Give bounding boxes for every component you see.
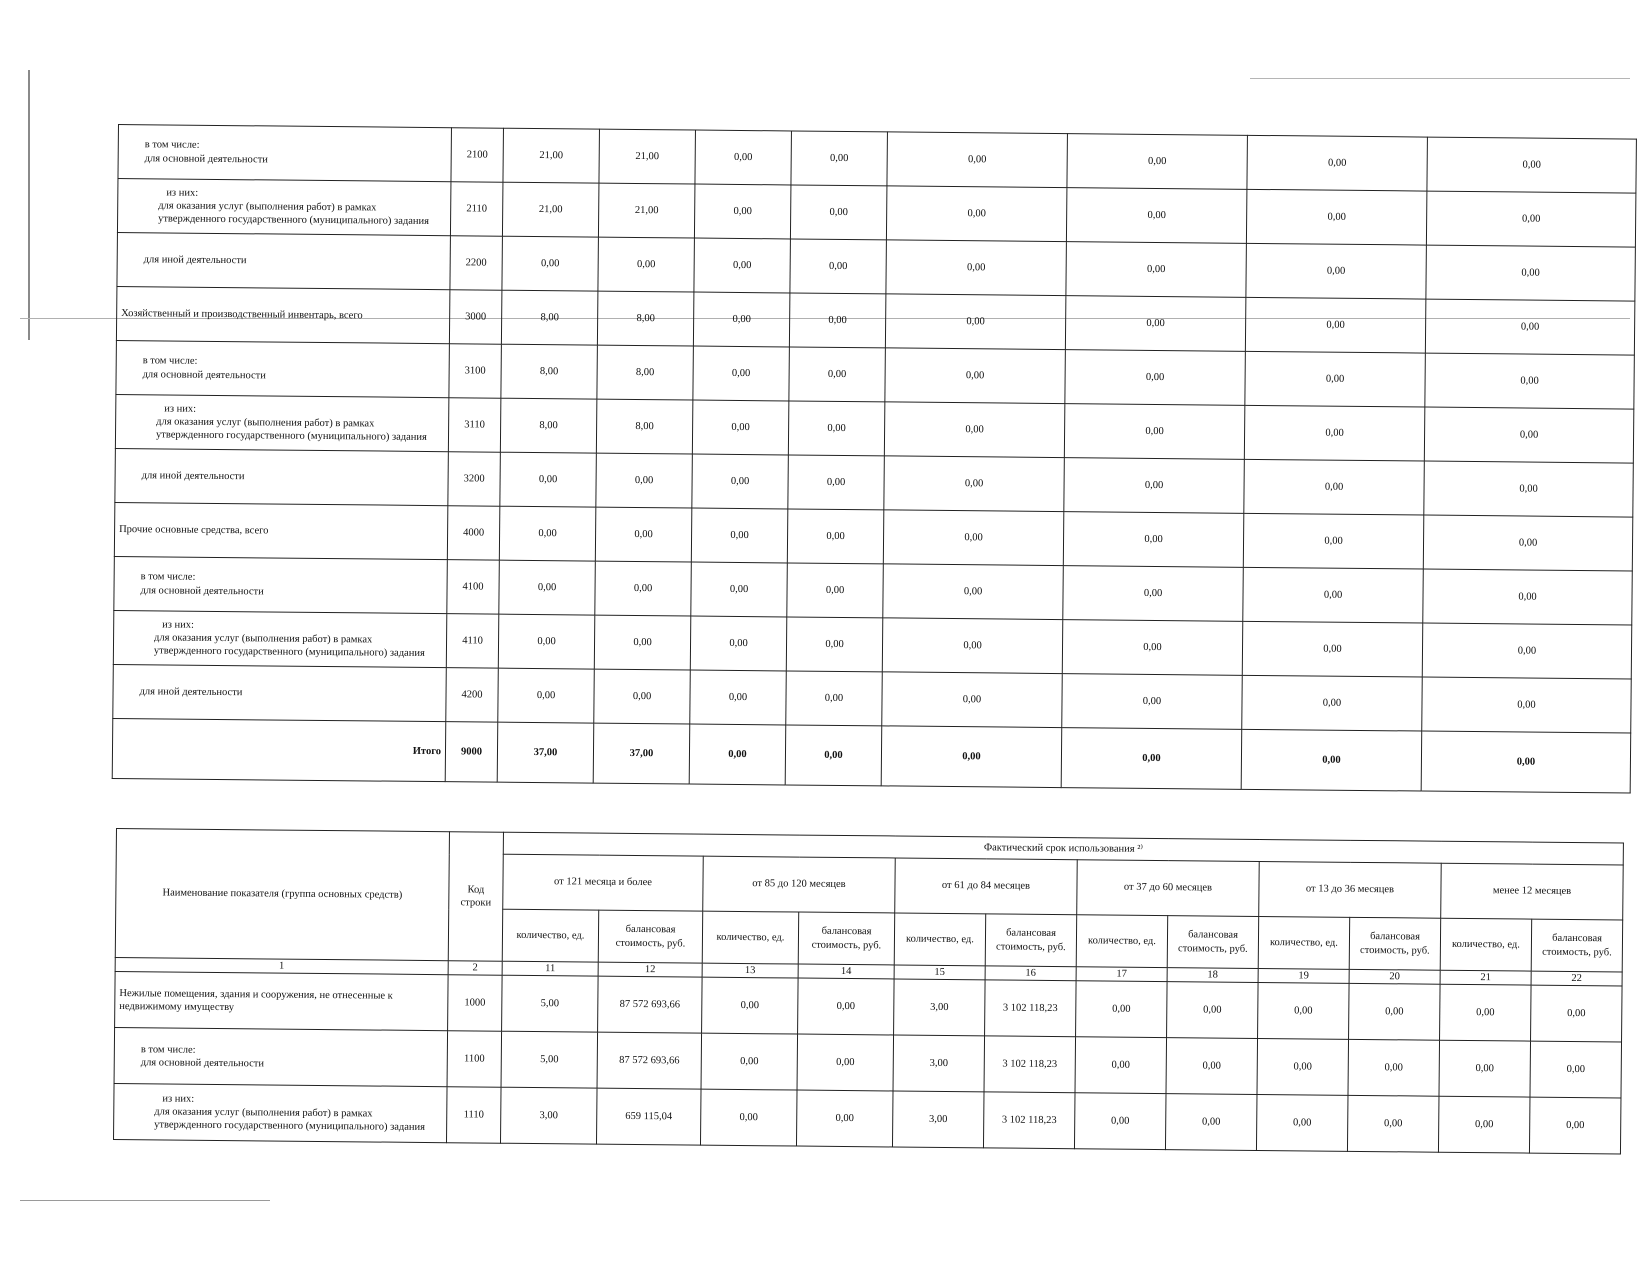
value-cell: 0,00 bbox=[1427, 137, 1637, 193]
value-cell: 0,00 bbox=[498, 614, 595, 669]
indicator-name-line: утвержденного государственного (муниципального) задания bbox=[153, 645, 425, 660]
value-cell: 0,00 bbox=[1074, 1093, 1166, 1150]
value-cell: 0,00 bbox=[1425, 353, 1635, 409]
value-cell: 659 115,04 bbox=[596, 1088, 701, 1145]
value-cell: 0,00 bbox=[1348, 1039, 1440, 1096]
value-cell: 0,00 bbox=[1424, 461, 1634, 517]
indicator-name-line: для оказания услуг (выполнения работ) в рамках bbox=[154, 1106, 373, 1120]
indicator-name-line: утвержденного государственного (муниципального) задания bbox=[155, 429, 427, 444]
total-value-cell: 0,00 bbox=[785, 725, 882, 786]
column-number: 20 bbox=[1349, 969, 1440, 984]
value-cell: 8,00 bbox=[500, 398, 597, 453]
value-cell: 0,00 bbox=[701, 1033, 798, 1090]
value-cell: 3 102 118,23 bbox=[983, 1092, 1075, 1149]
value-cell: 0,00 bbox=[796, 1090, 893, 1147]
indicator-name-line: из них: bbox=[164, 403, 197, 415]
value-cell: 0,00 bbox=[1076, 981, 1168, 1038]
value-cell: 0,00 bbox=[1063, 566, 1244, 622]
value-cell: 0,00 bbox=[1066, 242, 1247, 298]
value-cell: 0,00 bbox=[690, 670, 787, 725]
book-value-subheader-line: балансовая bbox=[1006, 927, 1057, 940]
scan-top-dash bbox=[1250, 78, 1630, 79]
book-value-subheader-line: балансовая bbox=[1370, 931, 1420, 943]
value-cell: 0,00 bbox=[1065, 350, 1246, 406]
column-number: 11 bbox=[502, 961, 598, 976]
value-cell: 0,00 bbox=[787, 563, 884, 618]
value-cell: 0,00 bbox=[1065, 296, 1246, 352]
indicator-name-line: для основной деятельности bbox=[144, 152, 268, 165]
total-value-cell: 0,00 bbox=[1421, 731, 1631, 793]
value-cell: 0,00 bbox=[883, 564, 1064, 620]
book-value-subheader-line: стоимость, руб. bbox=[1542, 946, 1612, 958]
value-cell: 0,00 bbox=[1165, 1094, 1257, 1151]
value-cell: 0,00 bbox=[886, 240, 1067, 296]
value-cell: 0,00 bbox=[1067, 134, 1248, 190]
name-column-header: Наименование показателя (группа основных средств) bbox=[115, 829, 449, 961]
value-cell: 3,00 bbox=[500, 1087, 597, 1144]
value-cell: 87 572 693,66 bbox=[598, 976, 703, 1033]
value-cell: 0,00 bbox=[1347, 1095, 1439, 1152]
value-cell: 0,00 bbox=[692, 454, 789, 509]
column-number: 19 bbox=[1258, 968, 1349, 983]
value-cell: 0,00 bbox=[1530, 1041, 1622, 1098]
column-number: 16 bbox=[985, 966, 1076, 981]
row-code-cell: 4000 bbox=[447, 506, 500, 560]
book-value-subheader bbox=[1531, 919, 1623, 972]
value-cell: 0,00 bbox=[1246, 189, 1427, 245]
period-header: от 61 до 84 месяцев bbox=[895, 858, 1078, 915]
row-code-cell: 3000 bbox=[449, 290, 502, 344]
value-cell: 0,00 bbox=[885, 294, 1066, 350]
value-cell: 0,00 bbox=[1423, 569, 1633, 625]
value-cell: 0,00 bbox=[499, 506, 596, 561]
row-code-cell: 1100 bbox=[447, 1031, 502, 1088]
value-cell: 0,00 bbox=[786, 671, 883, 726]
total-value-cell: 0,00 bbox=[881, 726, 1062, 788]
value-cell: 0,00 bbox=[798, 978, 895, 1035]
row-code-cell: 2200 bbox=[450, 236, 503, 290]
value-cell: 0,00 bbox=[1531, 985, 1623, 1042]
indicator-name-cell bbox=[114, 502, 448, 559]
value-cell: 0,00 bbox=[1529, 1097, 1621, 1154]
book-value-subheader bbox=[598, 910, 702, 963]
indicator-name-line: для иной деятельности bbox=[139, 686, 243, 699]
lower-table-header bbox=[115, 829, 1623, 987]
usage-period-group-header: Фактический срок использования ²⁾ bbox=[503, 832, 1623, 865]
value-cell: 5,00 bbox=[501, 1031, 598, 1088]
row-code-cell: 2110 bbox=[450, 182, 503, 236]
value-cell: 21,00 bbox=[599, 129, 696, 184]
quantity-subheader: количество, ед. bbox=[894, 913, 985, 966]
indicator-name-line: для иной деятельности bbox=[143, 254, 247, 267]
value-cell: 0,00 bbox=[883, 510, 1064, 566]
row-code-cell: 4200 bbox=[446, 668, 499, 722]
indicator-name-cell bbox=[118, 125, 452, 182]
value-cell: 0,00 bbox=[1422, 677, 1632, 733]
period-header: от 37 до 60 месяцев bbox=[1077, 860, 1260, 917]
value-cell: 0,00 bbox=[791, 131, 888, 186]
indicator-name-line: недвижимому имуществу bbox=[119, 1000, 235, 1013]
book-value-subheader-line: балансовая bbox=[1188, 929, 1238, 942]
total-value-cell: 37,00 bbox=[497, 722, 594, 783]
indicator-name-line: для оказания услуг (выполнения работ) в рамках bbox=[156, 416, 375, 430]
indicator-name-cell bbox=[115, 394, 449, 451]
book-value-subheader-line: стоимость, руб. bbox=[1360, 944, 1430, 957]
total-value-cell: 37,00 bbox=[593, 723, 690, 784]
value-cell: 0,00 bbox=[1256, 1095, 1348, 1152]
value-cell: 8,00 bbox=[501, 290, 598, 345]
value-cell: 8,00 bbox=[597, 345, 694, 400]
indicator-name-cell bbox=[113, 664, 447, 721]
column-number: 12 bbox=[598, 962, 702, 977]
indicator-name-line: утвержденного государственного (муниципального) задания bbox=[158, 213, 430, 228]
indicator-name-line: для иной деятельности bbox=[141, 470, 245, 483]
indicator-name-cell bbox=[116, 286, 450, 343]
quantity-subheader: количество, ед. bbox=[702, 911, 798, 964]
value-cell: 0,00 bbox=[1066, 188, 1247, 244]
indicator-name-cell bbox=[113, 610, 447, 667]
value-cell: 0,00 bbox=[790, 239, 887, 294]
value-cell: 0,00 bbox=[786, 617, 883, 672]
book-value-subheader-line: стоимость, руб. bbox=[615, 937, 686, 949]
indicator-name-cell bbox=[114, 1028, 448, 1087]
value-cell: 0,00 bbox=[693, 292, 790, 347]
book-value-subheader-line: стоимость, руб. bbox=[811, 939, 882, 951]
value-cell: 0,00 bbox=[884, 402, 1065, 458]
lower-table-body bbox=[114, 972, 1623, 1154]
value-cell: 21,00 bbox=[502, 182, 599, 237]
value-cell: 0,00 bbox=[1244, 405, 1425, 461]
period-header: от 85 до 120 месяцев bbox=[703, 856, 896, 913]
indicator-name-line: в том числе: bbox=[144, 139, 200, 152]
quantity-subheader: количество, ед. bbox=[1258, 916, 1349, 969]
value-cell: 0,00 bbox=[596, 453, 693, 508]
total-value-cell: 0,00 bbox=[1241, 729, 1422, 791]
value-cell: 0,00 bbox=[886, 186, 1067, 242]
value-cell: 0,00 bbox=[1075, 1037, 1167, 1094]
value-cell: 0,00 bbox=[1426, 245, 1636, 301]
indicator-name-line: из них: bbox=[162, 1093, 195, 1105]
column-number: 2 bbox=[448, 961, 502, 976]
indicator-name-line: в том числе: bbox=[140, 1043, 196, 1056]
value-cell: 0,00 bbox=[1247, 135, 1428, 191]
value-cell: 3,00 bbox=[893, 1035, 985, 1092]
book-value-subheader bbox=[985, 914, 1076, 967]
value-cell: 3,00 bbox=[894, 979, 986, 1036]
indicator-name-line: для основной деятельности bbox=[140, 584, 264, 597]
row-code-cell: 1110 bbox=[446, 1087, 501, 1144]
column-number: 21 bbox=[1440, 970, 1531, 985]
upper-assets-table bbox=[112, 124, 1637, 794]
value-cell: 0,00 bbox=[884, 456, 1065, 512]
value-cell: 0,00 bbox=[1349, 983, 1441, 1040]
row-code-cell: 1000 bbox=[448, 975, 503, 1032]
indicator-name-line: в том числе: bbox=[142, 355, 198, 368]
book-value-subheader bbox=[798, 912, 894, 965]
value-cell: 0,00 bbox=[1243, 513, 1424, 569]
value-cell: 0,00 bbox=[1438, 1096, 1530, 1153]
value-cell: 0,00 bbox=[502, 236, 599, 291]
indicator-name-line: для основной деятельности bbox=[140, 1056, 265, 1070]
value-cell: 0,00 bbox=[1064, 458, 1245, 514]
code-column-header: Код строки bbox=[448, 832, 503, 962]
indicator-name-cell bbox=[115, 448, 449, 505]
value-cell: 8,00 bbox=[596, 399, 693, 454]
column-number: 14 bbox=[798, 964, 894, 979]
value-cell: 0,00 bbox=[691, 562, 788, 617]
value-cell: 0,00 bbox=[1062, 674, 1243, 730]
quantity-subheader: количество, ед. bbox=[1440, 918, 1531, 971]
value-cell: 0,00 bbox=[1426, 191, 1636, 247]
value-cell: 0,00 bbox=[695, 130, 792, 185]
scan-bottom-dash bbox=[20, 1200, 270, 1201]
value-cell: 0,00 bbox=[595, 561, 692, 616]
value-cell: 0,00 bbox=[885, 348, 1066, 404]
scan-margin-line bbox=[28, 70, 30, 340]
indicator-name-line: из них: bbox=[162, 619, 195, 631]
indicator-name-cell bbox=[116, 340, 450, 397]
period-header: менее 12 месяцев bbox=[1441, 863, 1624, 920]
book-value-subheader-line: балансовая bbox=[1552, 933, 1603, 945]
value-cell: 0,00 bbox=[882, 618, 1063, 674]
indicator-name-cell bbox=[115, 972, 449, 1031]
value-cell: 0,00 bbox=[882, 672, 1063, 728]
upper-table-body bbox=[112, 125, 1636, 794]
indicator-name-line: для основной деятельности bbox=[142, 368, 266, 381]
value-cell: 0,00 bbox=[1062, 620, 1243, 676]
value-cell: 0,00 bbox=[1424, 407, 1634, 463]
total-label-cell: Итого bbox=[112, 718, 446, 781]
value-cell: 0,00 bbox=[500, 452, 597, 507]
indicator-name-line: утвержденного государственного (муниципального) задания bbox=[154, 1119, 426, 1134]
indicator-name-line: Хозяйственный и производственный инвентарь, всего bbox=[121, 307, 363, 322]
period-header: от 13 до 36 месяцев bbox=[1259, 861, 1442, 918]
row-code-cell: 2100 bbox=[451, 128, 504, 182]
value-cell: 0,00 bbox=[1245, 297, 1426, 353]
row-code-cell: 4100 bbox=[447, 560, 500, 614]
value-cell: 21,00 bbox=[598, 183, 695, 238]
value-cell: 0,00 bbox=[694, 184, 791, 239]
total-value-cell: 0,00 bbox=[689, 724, 786, 785]
value-cell: 0,00 bbox=[789, 293, 886, 348]
indicator-name-cell bbox=[114, 556, 448, 613]
value-cell: 3 102 118,23 bbox=[984, 1036, 1076, 1093]
indicator-name-line: Прочие основные средства, всего bbox=[119, 523, 269, 537]
value-cell: 0,00 bbox=[1246, 243, 1427, 299]
indicator-name-cell bbox=[114, 1084, 448, 1143]
value-cell: 0,00 bbox=[1258, 983, 1350, 1040]
value-cell: 0,00 bbox=[1242, 621, 1423, 677]
value-cell: 0,00 bbox=[1422, 623, 1632, 679]
value-cell: 0,00 bbox=[700, 1089, 797, 1146]
value-cell: 0,00 bbox=[702, 977, 799, 1034]
total-code-cell: 9000 bbox=[445, 722, 498, 782]
value-cell: 0,00 bbox=[788, 401, 885, 456]
value-cell: 0,00 bbox=[1425, 299, 1635, 355]
value-cell: 5,00 bbox=[502, 975, 599, 1032]
value-cell: 0,00 bbox=[693, 346, 790, 401]
period-header: от 121 месяца и более bbox=[503, 854, 704, 911]
indicator-name-line: для оказания услуг (выполнения работ) в рамках bbox=[158, 200, 377, 214]
book-value-subheader-line: стоимость, руб. bbox=[1178, 942, 1248, 955]
column-number: 1 bbox=[115, 957, 448, 974]
value-cell: 3 102 118,23 bbox=[985, 980, 1077, 1037]
value-cell: 0,00 bbox=[789, 347, 886, 402]
indicator-name-cell bbox=[117, 179, 451, 236]
value-cell: 0,00 bbox=[1242, 675, 1423, 731]
column-number: 13 bbox=[702, 963, 798, 978]
column-number: 15 bbox=[894, 965, 985, 980]
value-cell: 3,00 bbox=[892, 1091, 984, 1148]
value-cell: 0,00 bbox=[787, 509, 884, 564]
value-cell: 0,00 bbox=[690, 616, 787, 671]
value-cell: 0,00 bbox=[598, 237, 695, 292]
indicator-name-line: Нежилые помещения, здания и сооружения, не отнесенные к bbox=[119, 987, 393, 1002]
book-value-subheader bbox=[1167, 916, 1258, 969]
value-cell: 0,00 bbox=[1166, 1038, 1258, 1095]
value-cell: 8,00 bbox=[597, 291, 694, 346]
value-cell: 0,00 bbox=[797, 1034, 894, 1091]
value-cell: 87 572 693,66 bbox=[597, 1032, 702, 1089]
value-cell: 0,00 bbox=[788, 455, 885, 510]
column-number: 17 bbox=[1076, 967, 1167, 982]
book-value-subheader-line: балансовая bbox=[625, 924, 676, 936]
total-value-cell: 0,00 bbox=[1061, 728, 1242, 790]
value-cell: 0,00 bbox=[694, 238, 791, 293]
value-cell: 0,00 bbox=[692, 400, 789, 455]
row-code-cell: 3100 bbox=[449, 344, 502, 398]
quantity-subheader: количество, ед. bbox=[1076, 915, 1167, 968]
value-cell: 0,00 bbox=[595, 507, 692, 562]
value-cell: 0,00 bbox=[594, 669, 691, 724]
book-value-subheader bbox=[1349, 917, 1440, 970]
row-code-cell: 3110 bbox=[448, 398, 501, 452]
value-cell: 0,00 bbox=[1063, 512, 1244, 568]
value-cell: 0,00 bbox=[790, 185, 887, 240]
value-cell: 0,00 bbox=[691, 508, 788, 563]
value-cell: 0,00 bbox=[1439, 1040, 1531, 1097]
value-cell: 0,00 bbox=[498, 668, 595, 723]
column-number: 22 bbox=[1531, 971, 1622, 986]
quantity-subheader: количество, ед. bbox=[502, 909, 598, 962]
value-cell: 0,00 bbox=[594, 615, 691, 670]
value-cell: 0,00 bbox=[1064, 404, 1245, 460]
lower-assets-table bbox=[113, 828, 1624, 1155]
book-value-subheader-line: стоимость, руб. bbox=[996, 940, 1066, 953]
row-code-cell: 3200 bbox=[448, 452, 501, 506]
value-cell: 0,00 bbox=[1245, 351, 1426, 407]
value-cell: 0,00 bbox=[1243, 567, 1424, 623]
indicator-name-line: для оказания услуг (выполнения работ) в рамках bbox=[154, 632, 373, 646]
value-cell: 0,00 bbox=[1244, 459, 1425, 515]
book-value-subheader-line: балансовая bbox=[821, 926, 872, 938]
value-cell: 0,00 bbox=[1167, 982, 1259, 1039]
indicator-name-line: в том числе: bbox=[140, 571, 196, 584]
indicator-name-line: из них: bbox=[166, 187, 199, 199]
value-cell: 0,00 bbox=[1423, 515, 1633, 571]
indicator-name-cell bbox=[117, 232, 451, 289]
value-cell: 0,00 bbox=[887, 132, 1068, 188]
value-cell: 0,00 bbox=[1257, 1039, 1349, 1096]
column-number: 18 bbox=[1167, 968, 1258, 983]
value-cell: 0,00 bbox=[1440, 984, 1532, 1041]
value-cell: 8,00 bbox=[501, 344, 598, 399]
row-code-cell: 4110 bbox=[446, 614, 499, 668]
value-cell: 0,00 bbox=[499, 560, 596, 615]
value-cell: 21,00 bbox=[503, 128, 600, 183]
